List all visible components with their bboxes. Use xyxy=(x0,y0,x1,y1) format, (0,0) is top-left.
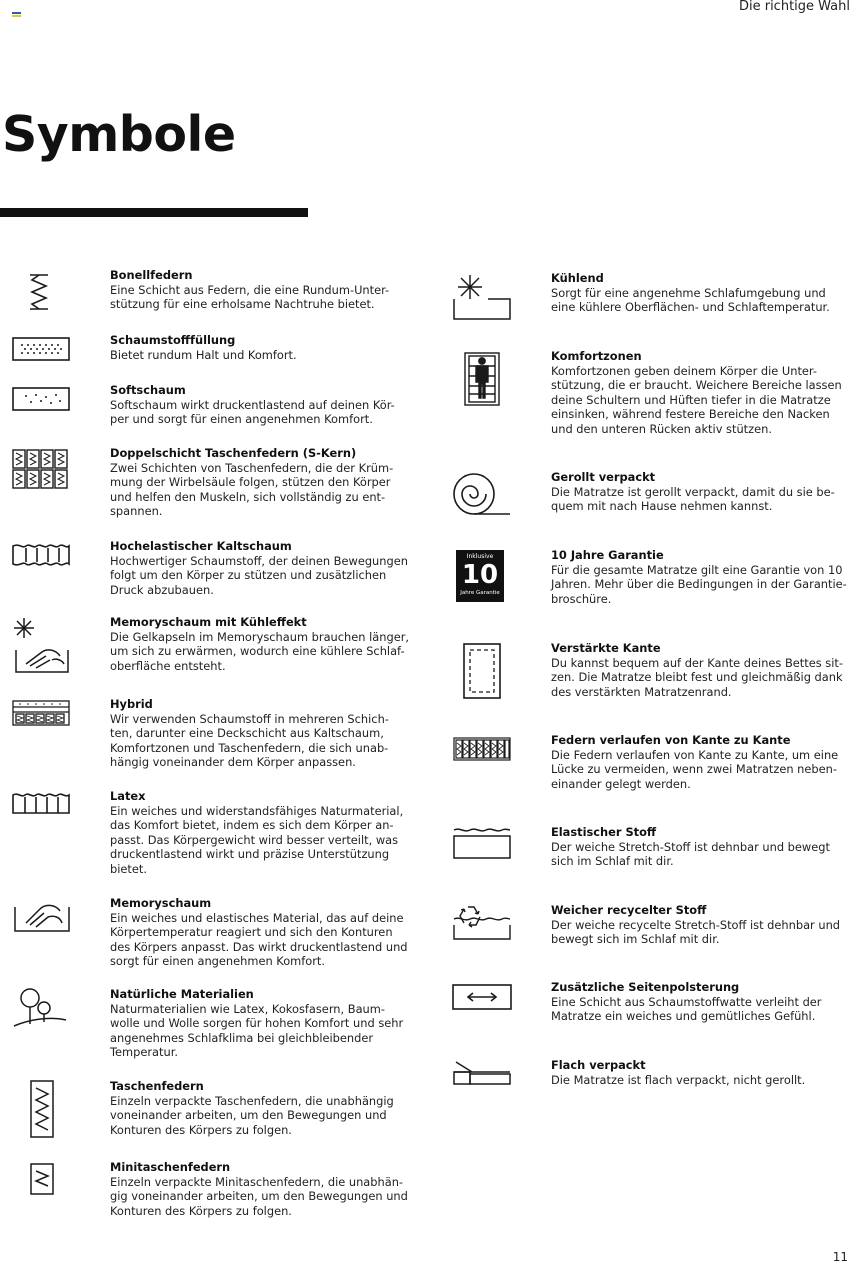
symbol-title: Hochelastischer Kaltschaum xyxy=(110,539,292,553)
symbol-description: Einzeln verpackte Taschenfedern, die unabhängig voneinander arbeiten, um den Bewegungen und Konturen des Körpers zu folgen. xyxy=(110,1093,394,1137)
hybrid-icon xyxy=(12,700,70,726)
symbol-title: Latex xyxy=(110,789,146,803)
page-number: 11 xyxy=(832,1250,848,1264)
symbol-title: Komfortzonen xyxy=(551,349,642,363)
symbol-title: Kühlend xyxy=(551,271,604,285)
symbol-title: Zusätzliche Seitenpolsterung xyxy=(551,980,740,994)
symbol-description: Softschaum wirkt druckentlastend auf deinen Kör-per und sorgt für einen angenehmen Komfort. xyxy=(110,397,395,427)
double-pocket-spring-icon xyxy=(12,449,70,489)
pocket-spring-icon xyxy=(30,1080,54,1138)
symbol-title: Hybrid xyxy=(110,697,153,711)
side-padding-icon xyxy=(452,984,512,1010)
symbol-title: Doppelschicht Taschenfedern (S-Kern) xyxy=(110,446,357,460)
flat-packed-icon xyxy=(452,1058,512,1088)
foam-filling-icon xyxy=(12,337,70,361)
soft-foam-icon xyxy=(12,387,70,411)
cooling-memory-foam-icon xyxy=(12,616,72,676)
symbol-description: Wir verwenden Schaumstoff in mehreren Schich-ten, darunter eine Deckschicht aus Kaltschaum, Komfortzonen und Taschenfedern, die sich unab-hängig voneinander dem Körper anpassen. xyxy=(110,711,389,770)
symbol-description: Die Federn verlaufen von Kante zu Kante, um eine Lücke zu vermeiden, wenn zwei Matratzen neben-einander gelegt werden. xyxy=(551,747,839,791)
symbol-title: Softschaum xyxy=(110,383,186,397)
symbol-title: 10 Jahre Garantie xyxy=(551,548,664,562)
symbol-description: Der weiche Stretch-Stoff ist dehnbar und bewegt sich im Schlaf mit dir. xyxy=(551,839,830,869)
symbol-description: Hochwertiger Schaumstoff, der deinen Bewegungen folgt um den Körper zu stützen und zusätzlichen Druck abzubauen. xyxy=(110,553,408,597)
symbol-description: Die Matratze ist flach verpackt, nicht gerollt. xyxy=(551,1072,806,1087)
symbol-description: Du kannst bequem auf der Kante deines Bettes sit-zen. Die Matratze bleibt fest und gleichmäßig dank des verstärkten Matratzenrand. xyxy=(551,655,843,699)
symbol-description: Zwei Schichten von Taschenfedern, die der Krüm-mung der Wirbelsäule folgen, stützen den Körper und helfen den Muskeln, sich vollständig zu ent-spannen. xyxy=(110,460,394,519)
brand-flag-icon xyxy=(12,12,21,18)
symbol-description: Komfortzonen geben deinem Körper die Unter-stützung, die er braucht. Weichere Bereiche lassen deine Schultern und Hüften tiefer in die Matratze einsinken, während festere Bereiche den Nacken und den unteren Rücken aktiv stützen. xyxy=(551,363,842,436)
symbol-title: Weicher recycelter Stoff xyxy=(551,903,707,917)
memory-foam-icon xyxy=(12,897,72,933)
title-rule xyxy=(0,208,308,217)
rolled-icon xyxy=(452,470,512,518)
symbol-title: Verstärkte Kante xyxy=(551,641,661,655)
warranty-badge-icon xyxy=(456,550,504,602)
symbol-title: Taschenfedern xyxy=(110,1079,204,1093)
cooling-icon xyxy=(452,273,512,323)
symbol-title: Elastischer Stoff xyxy=(551,825,657,839)
symbol-description: Die Matratze ist gerollt verpackt, damit du sie be-quem mit nach Hause nehmen kannst. xyxy=(551,484,835,514)
header-section-title: Die richtige Wahl xyxy=(738,0,850,14)
symbol-title: Memoryschaum mit Kühleffekt xyxy=(110,615,307,629)
symbol-description: Bietet rundum Halt und Komfort. xyxy=(110,347,297,362)
warranty-badge-top: Inklusive xyxy=(466,553,494,560)
symbol-description: Eine Schicht aus Federn, die eine Rundum-Unter-stützung für eine erholsame Nachtruhe bietet. xyxy=(110,282,390,312)
symbol-description: Ein weiches und widerstandsfähiges Naturmaterial, das Komfort bietet, indem es sich dem Körper an-passt. Das Körpergewicht wird besser verteilt, was druckentlastend wirkt und präzise Unterstützung bietet. xyxy=(110,803,404,876)
symbol-description: Ein weiches und elastisches Material, das auf deine Körpertemperatur reagiert und sich den Konturen des Körpers anpasst. Das wirkt druckentlastend und sorgt für einen angenehmen Komfort. xyxy=(110,910,408,969)
stretch-fabric-icon xyxy=(452,826,512,860)
symbol-title: Bonellfedern xyxy=(110,268,193,282)
cold-foam-icon xyxy=(12,543,70,567)
warranty-badge-number: 10 xyxy=(461,560,499,590)
symbol-title: Natürliche Materialien xyxy=(110,987,254,1001)
symbol-title: Memoryschaum xyxy=(110,896,212,910)
symbol-title: Minitaschenfedern xyxy=(110,1160,231,1174)
symbol-description: Sorgt für eine angenehme Schlafumgebung und eine kühlere Oberflächen- und Schlaftemperatur. xyxy=(551,285,830,315)
symbol-title: Federn verlaufen von Kante zu Kante xyxy=(551,733,791,747)
symbol-title: Gerollt verpackt xyxy=(551,470,656,484)
symbol-description: Einzeln verpackte Minitaschenfedern, die unabhän-gig voneinander arbeiten, um den Bewegungen und Konturen des Körpers zu folgen. xyxy=(110,1174,408,1218)
symbol-description: Die Gelkapseln im Memoryschaum brauchen länger, um sich zu erwärmen, wodurch eine kühlere Schlaf-oberfläche entsteht. xyxy=(110,629,410,673)
symbol-description: Der weiche recycelte Stretch-Stoff ist dehnbar und bewegt sich im Schlaf mit dir. xyxy=(551,917,841,947)
symbol-description: Eine Schicht aus Schaumstoffwatte verleiht der Matratze ein weiches und gemütliches Gefühl. xyxy=(551,994,822,1024)
recycled-fabric-icon xyxy=(452,903,512,943)
reinforced-edge-icon xyxy=(463,643,501,699)
latex-icon xyxy=(12,792,70,816)
comfort-zones-icon xyxy=(464,352,500,406)
symbol-description: Naturmaterialien wie Latex, Kokosfasern, Baum-wolle und Wolle sorgen für hohen Komfort und sehr angenehmes Schlafklima bei gleichbleibender Temperatur. xyxy=(110,1001,404,1060)
warranty-badge-bottom: Jahre Garantie xyxy=(460,590,500,596)
bonell-spring-icon xyxy=(24,272,54,312)
mini-pocket-spring-icon xyxy=(30,1163,54,1195)
page-title: Symbole xyxy=(2,106,236,163)
symbol-description: Für die gesamte Matratze gilt eine Garantie von 10 Jahren. Mehr über die Bedingungen in der Garantie-broschüre. xyxy=(551,562,847,606)
symbol-title: Flach verpackt xyxy=(551,1058,646,1072)
symbol-title: Schaumstofffüllung xyxy=(110,333,236,347)
edge-to-edge-springs-icon xyxy=(453,737,511,761)
natural-materials-icon xyxy=(12,986,70,1030)
